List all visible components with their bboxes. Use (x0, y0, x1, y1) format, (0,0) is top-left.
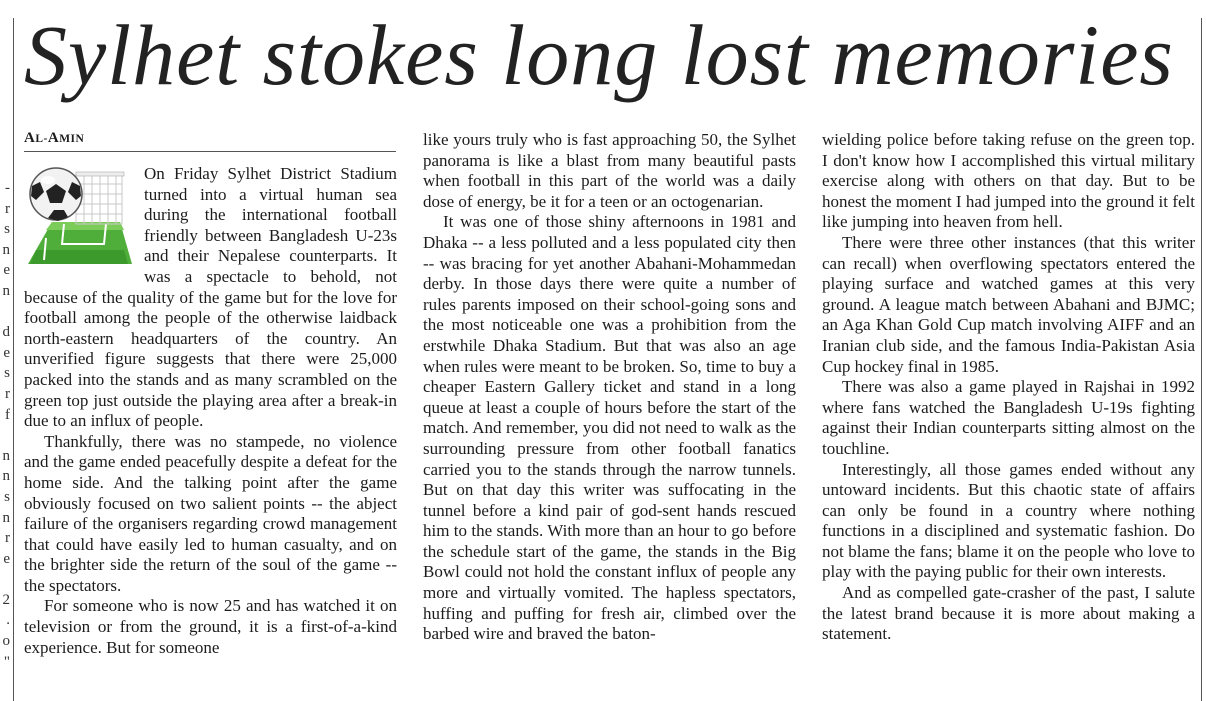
paragraph: It was one of those shiny afternoons in 1981 and Dhaka -- a less polluted and a less populated city then -- was bracing for yet another Abahani-Mohammedan derby. In those days there were quite a number of rules parents imposed on their school-going sons and the most noticeable one was a prohibition from the erstwhile Dhaka Stadium. But that was also an age when rules were meant to be broken. So, time to buy a cheaper Eastern Gallery ticket and stand in a long queue at least a couple of hours before the start of the match. And remember, you did not need to walk as the surrounding pressure from other football fanatics carried you to the stands through the narrow tunnels. But on that day this writer was suffocating in the tunnel before a kind pair of god-sent hands rescued him to the stands. With more than an hour to go before the schedule start of the game, the stands in the Big Bowl could not hold the constant influx of people any more and virtually vomited. The hapless spectators, huffing and puffing for fresh air, climbed over the barbed wire and braved the baton- (423, 212, 796, 644)
byline-initial: A (47, 130, 60, 146)
edge-letter: e (3, 262, 10, 279)
byline (24, 130, 396, 152)
left-column-rule (13, 18, 14, 701)
article-column-1 (24, 164, 397, 658)
edge-letter: s (4, 365, 10, 382)
edge-letter: e (3, 550, 10, 567)
adjacent-article-edge (0, 178, 10, 672)
paragraph: For someone who is now 25 and has watched it on television or from the ground, it is a first-of-a-kind experience. But for someone (24, 596, 397, 657)
edge-letter: . (6, 612, 10, 629)
paragraph: And as compelled gate-crasher of the past, I salute the latest brand because it is more about making a statement. (822, 583, 1195, 644)
edge-letter: s (4, 221, 10, 238)
headline: Sylhet stokes long lost memories (24, 7, 1174, 103)
edge-letter: r (5, 530, 10, 547)
edge-letter: 2 (2, 591, 10, 608)
paragraph: On Friday Sylhet District Stadium turned into a virtual human sea during the international football friendly between Bangladesh U-23s and their Nepalese counterparts. It was a spectacle to behold, not because of the quality of the game but for the love for football among the people of the otherwise laidback north-eastern headquarters of the country. An unverified figure suggests that there were 25,000 packed into the stands and as many scrambled on the green top just outside the playing area after a break-in due to an influx of people. (24, 164, 397, 431)
paragraph: There were three other instances (that this writer can recall) when overflowing spectators entered the playing surface and watched games at this very ground. A league match between Abahani and BJMC; an Aga Khan Gold Cup match involving AIFF and an Iranian club side, and the famous India-Pakistan Asia Cup hockey final in 1985. (822, 232, 1195, 376)
football-and-goal-icon (24, 164, 132, 268)
edge-letter: r (5, 385, 10, 402)
byline-smallcaps: L- (35, 133, 48, 145)
edge-letter: - (5, 180, 10, 196)
edge-letter: n (2, 468, 10, 485)
right-column-rule (1201, 18, 1202, 701)
paragraph: wielding police before taking refuse on the green top. I don't know how I accomplished this virtual military exercise along with others on that day. But to be honest the moment I had jumped into the ground it felt like jumping into heaven from hell. (822, 130, 1195, 232)
edge-letter (0, 425, 10, 446)
edge-letter: s (4, 488, 10, 505)
paragraph: There was also a game played in Rajshai in 1992 where fans watched the Bangladesh U-19s fighting against their Indian counterparts sitting almost on the touchline. (822, 377, 1195, 458)
article-column-3 (822, 130, 1195, 645)
edge-letter: d (2, 324, 10, 341)
edge-letter: r (5, 200, 10, 217)
paragraph: like yours truly who is fast approaching 50, the Sylhet panorama is like a blast from many beautiful pasts when football in this part of the world was a daily dose of energy, be it for a teen or an octogenarian. (423, 130, 796, 211)
edge-letter: n (2, 282, 10, 299)
edge-letter: n (2, 509, 10, 526)
edge-letter (0, 302, 10, 323)
edge-letter: o (2, 633, 10, 650)
byline-smallcaps: MIN (59, 133, 85, 145)
byline-initial: A (24, 130, 36, 146)
article-column-2 (423, 130, 796, 645)
edge-letter: " (3, 653, 10, 670)
edge-letter: n (2, 447, 10, 464)
paragraph: Interestingly, all those games ended without any untoward incidents. But this chaotic state of affairs can only be found in a country where nothing functions in a disciplined and systematic fashion. Do not blame the fans; blame it on the people who love to play with the paying public for their own interests. (822, 459, 1195, 582)
paragraph: Thankfully, there was no stampede, no violence and the game ended peacefully despite a defeat for the home side. And the talking point after the game obviously focused on two salient points -- the abject failure of the organisers regarding crowd management that could have easily led to human casualty, and on the brighter side the return of the soul of the game -- the spectators. (24, 431, 397, 595)
edge-letter (0, 569, 10, 590)
edge-letter: f (5, 406, 10, 423)
edge-letter: n (2, 241, 10, 258)
edge-letter: e (3, 344, 10, 361)
